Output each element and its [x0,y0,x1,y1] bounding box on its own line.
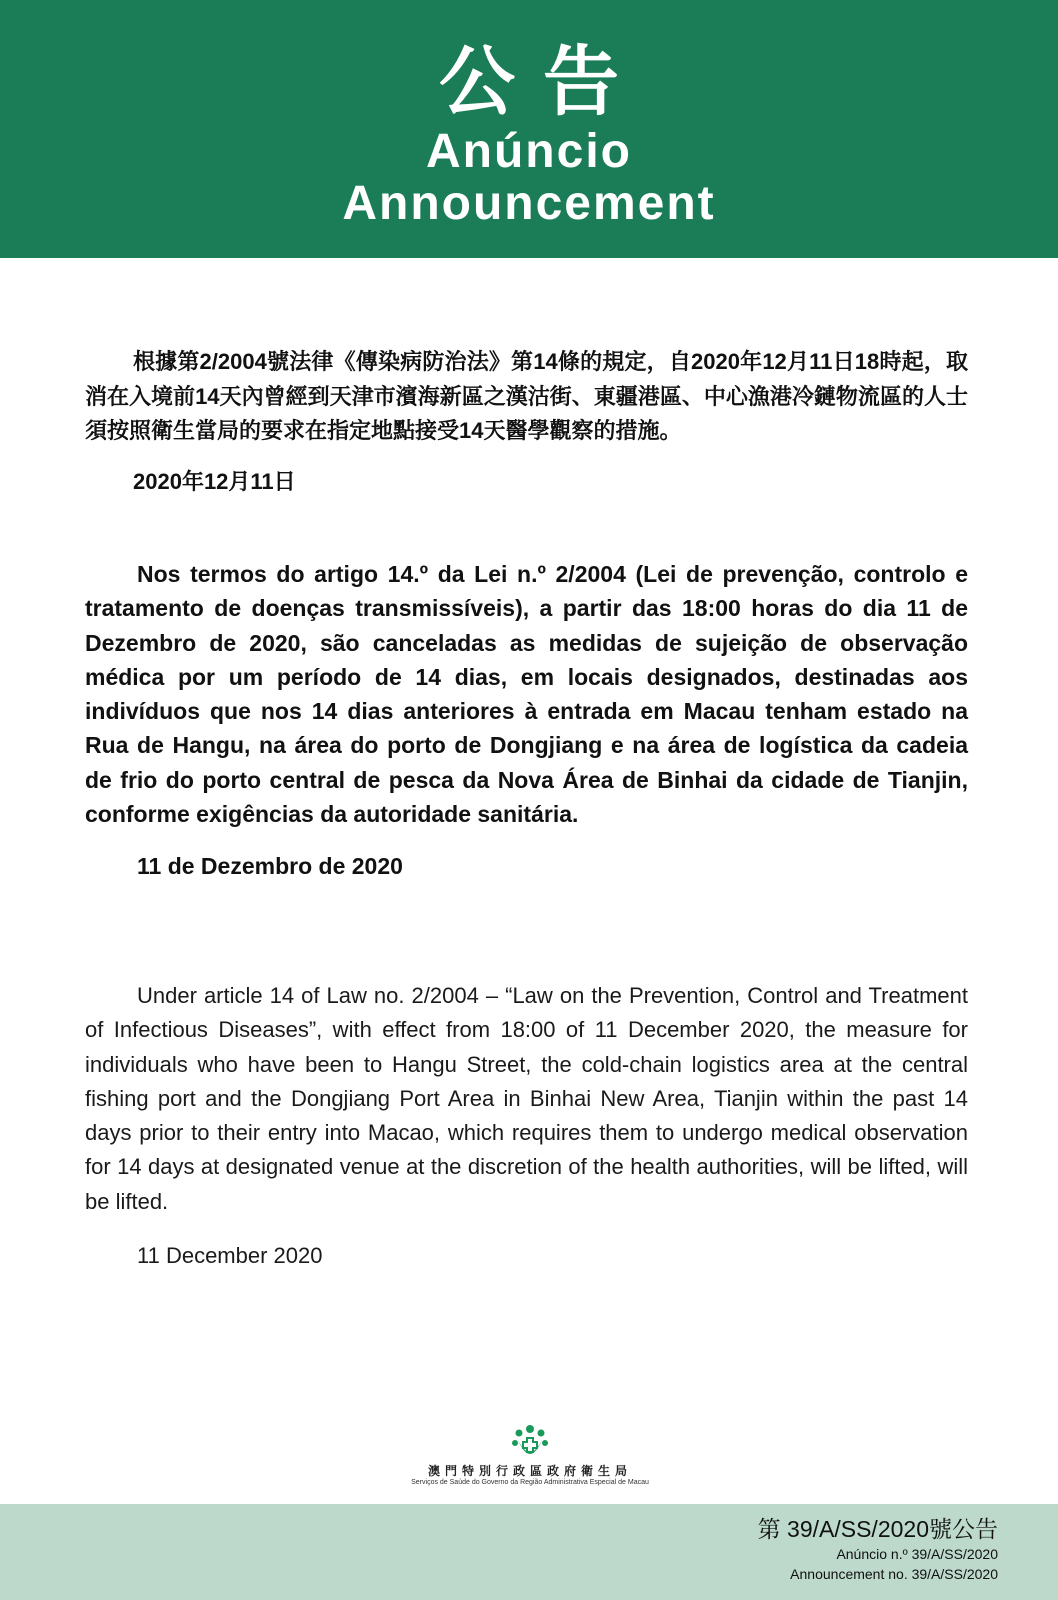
health-cross-icon [510,1424,550,1460]
portuguese-paragraph: Nos termos do artigo 14.º da Lei n.º 2/2004 (Lei de prevenção, controlo e tratamento de doenças transmissíveis), a partir das 18:00 horas do dia 11 de Dezembro de 2020, são canceladas as medidas de sujeição de observação médica por um período de 14 dias, em locais designados, destinadas aos indivíduos que nos 14 dias anteriores à entrada em Macau tenham estado na Rua de Hangu, na área do porto de Dongjiang e na área de logística da cadeia de frio do porto central de pesca da Nova Área de Binhai da cidade de Tianjin, conforme exigências da autoridade sanitária. [85,561,968,828]
english-paragraph: Under article 14 of Law no. 2/2004 – “Law on the Prevention, Control and Treatment of Infectious Diseases”, with effect from 18:00 of 11 December 2020, the measure for individuals who have been to Hangu Street, the cold-chain logistics area at the central fishing port and the Dongjiang Port Area in Binhai New Area, Tianjin within the past 14 days prior to their entry into Macao, which requires them to undergo medical observation for 14 days at designated venue at the discretion of the health authorities, will be lifted, will be lifted. [85,983,968,1214]
logo-name-chinese: 澳門特別行政區政府衛生局 [427,1464,632,1478]
chinese-paragraph: 根據第2/2004號法律《傳染病防治法》第14條的規定，自2020年12月11日18時起，取消在入境前14天內曾經到天津市濱海新區之漢沽街、東疆港區、中心漁港冷鏈物流區的人士須按照衛生當局的要求在指定地點接受14天醫學觀察的措施。 [85,349,968,443]
notice-number-english: Announcement no. 39/A/SS/2020 [790,1566,998,1582]
title-chinese: 公告 [439,40,647,125]
chinese-section [85,345,968,499]
notice-number-portuguese: Anúncio n.º 39/A/SS/2020 [836,1546,998,1562]
title-portuguese: Anúncio [426,125,632,178]
english-date: 11 December 2020 [137,1243,323,1269]
health-bureau-logo [330,1424,730,1496]
notice-number [758,1514,998,1584]
footer-bar [0,1504,1058,1600]
header-banner [0,0,1058,258]
chinese-date: 2020年12月11日 [133,468,296,494]
logo-name-portuguese: Serviços de Saúde do Governo da Região Administrativa Especial de Macau [411,1479,649,1486]
portuguese-section [85,557,968,884]
title-english: Announcement [342,177,716,230]
notice-number-chinese: 第 39/A/SS/2020號公告 [757,1516,998,1542]
portuguese-date: 11 de Dezembro de 2020 [137,853,403,880]
english-section [85,979,968,1273]
